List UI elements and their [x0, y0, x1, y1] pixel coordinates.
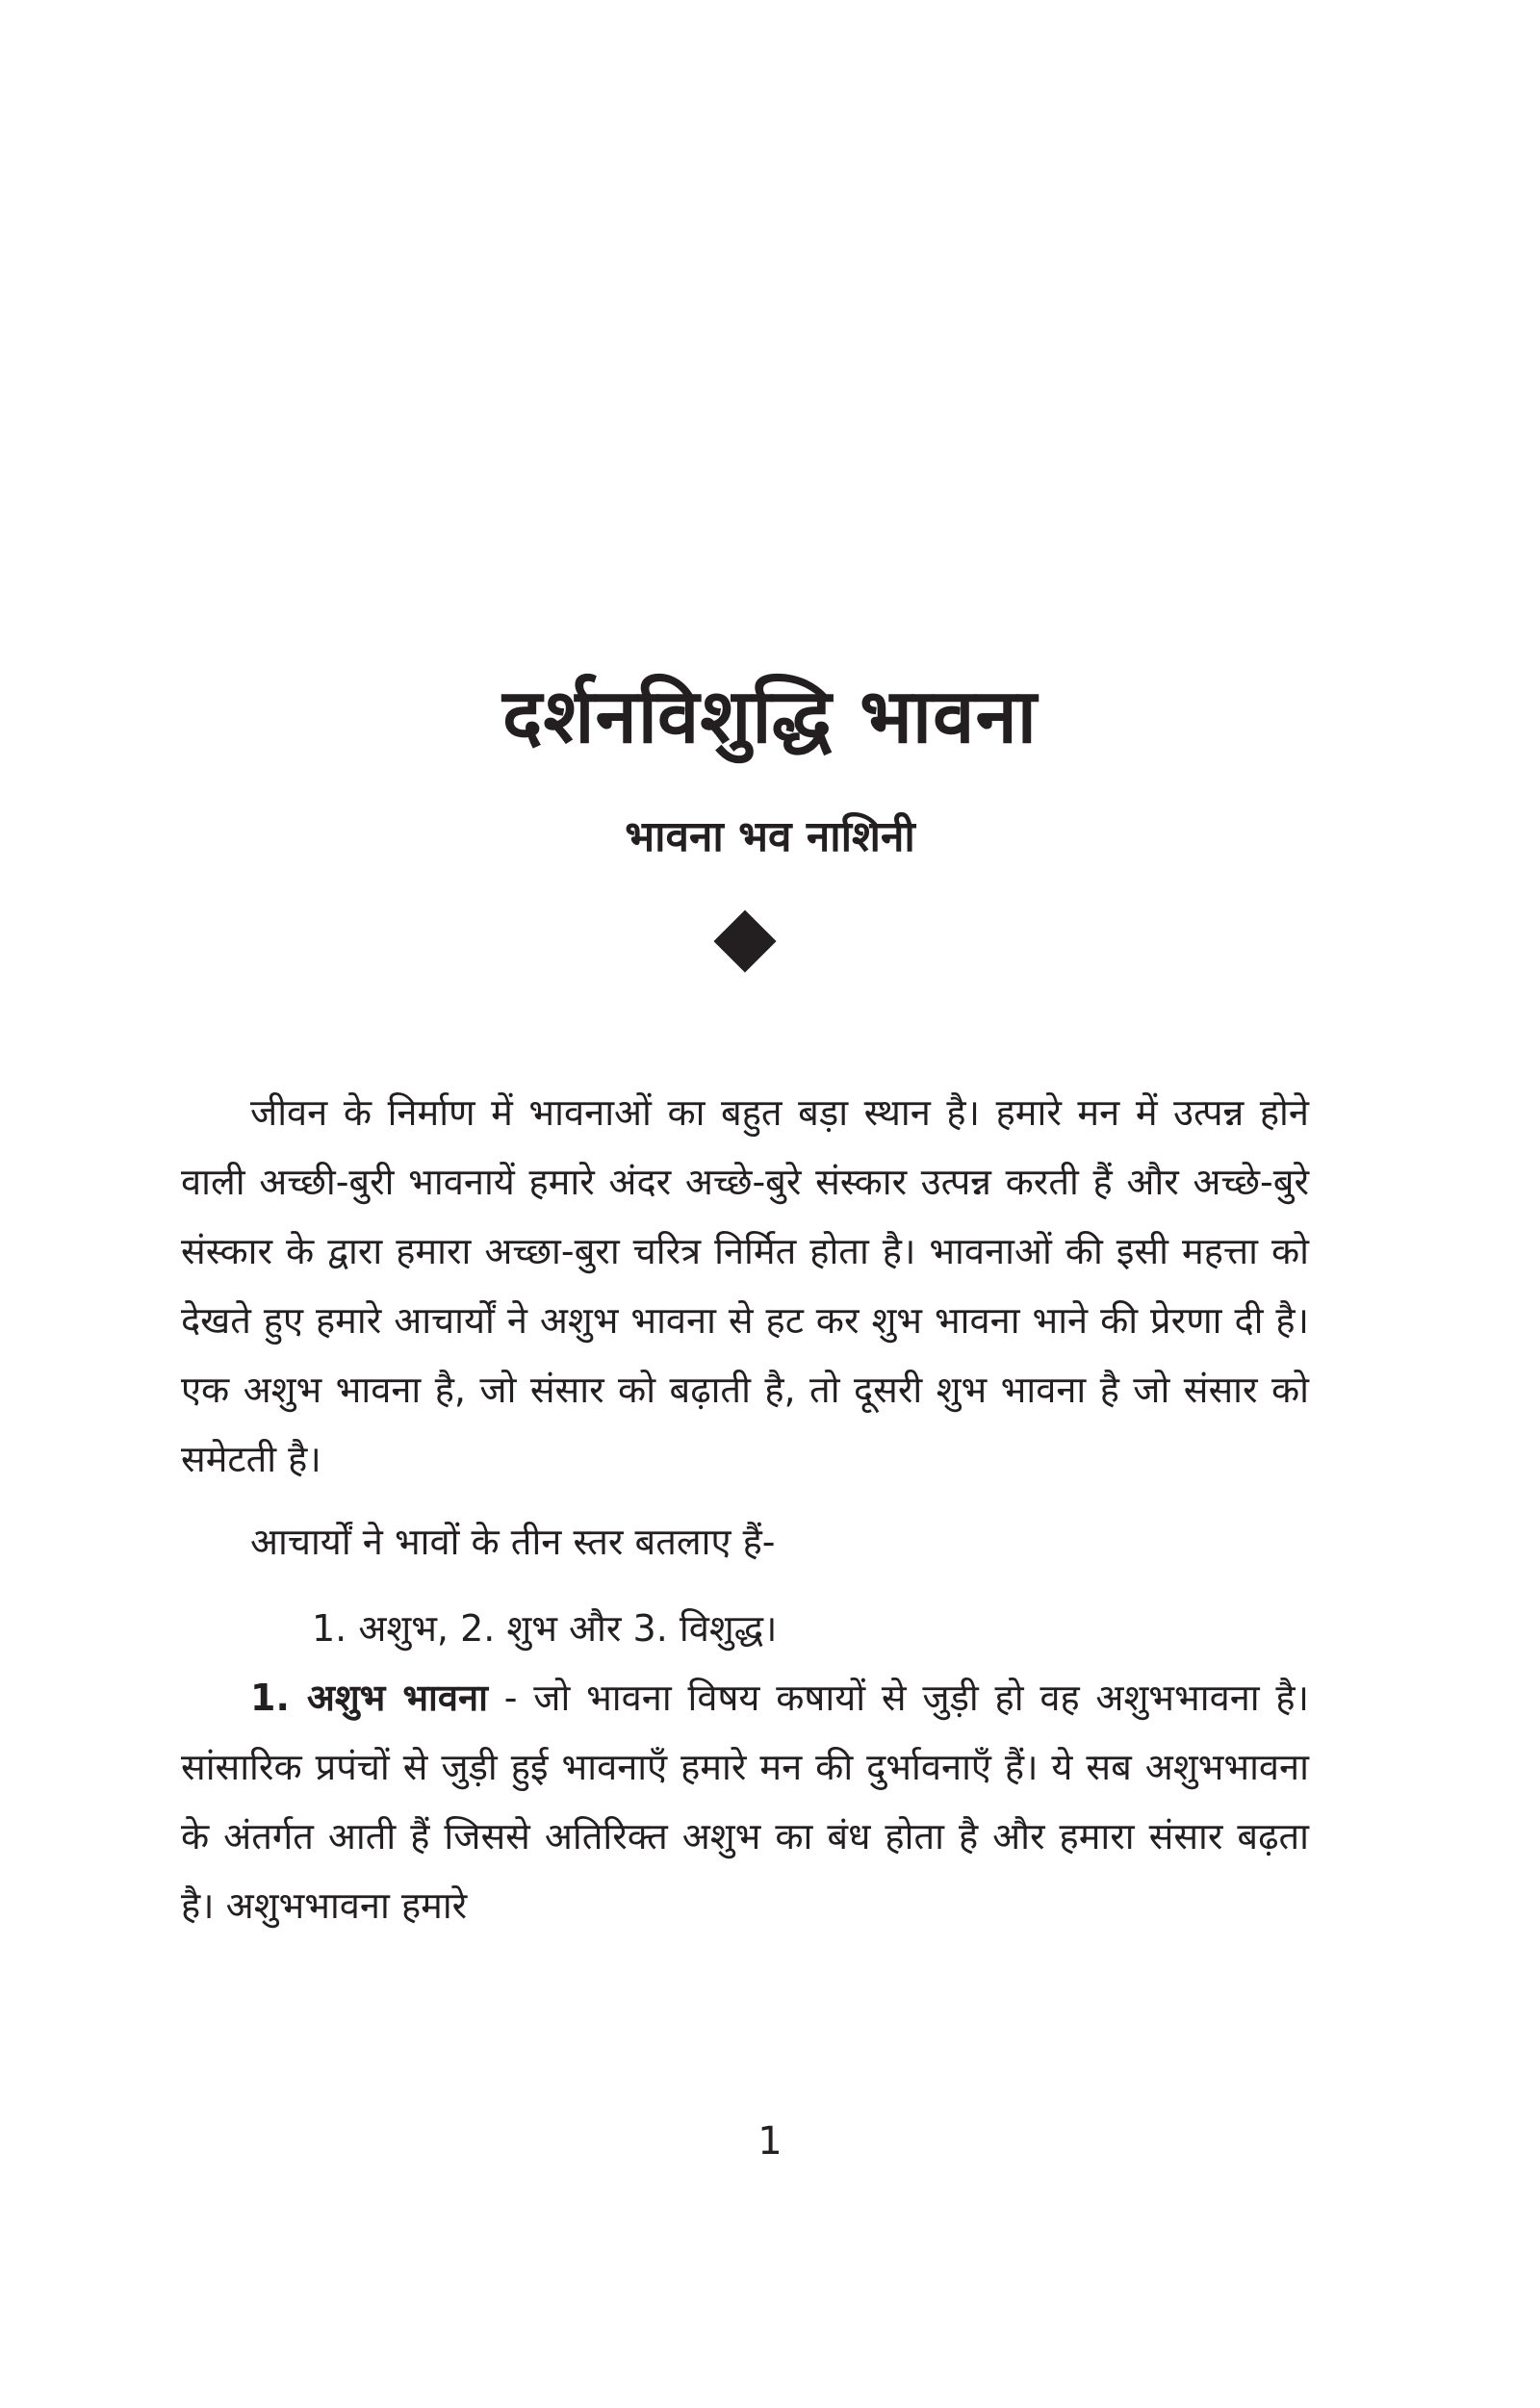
ashubh-heading: 1. अशुभ भावना	[250, 1677, 488, 1719]
ashubh-text: - जो भावना विषय कषायों से जुड़ी हो वह अशुभभावना है। सांसारिक प्रपंचों से जुड़ी हुई भावनाएँ हमारे मन की दुर्भावनाएँ हैं। ये सब अशुभभावना के अंतर्गत आती हैं जिससे अतिरिक्त अशुभ का बंध होता है और हमारा संसार बढ़ता है। अशुभभावना हमारे	[181, 1677, 1310, 1927]
chapter-subtitle: भावना भव नाशिनी	[625, 812, 915, 861]
diamond-ornament-icon	[713, 909, 776, 972]
paragraph-intro: जीवन के निर्माण में भावनाओं का बहुत बड़ा स्थान है। हमारे मन में उत्पन्न होने वाली अच्छी-बुरी भावनायें हमारे अंदर अच्छे-बुरे संस्कार उत्पन्न करती हैं और अच्छे-बुरे संस्कार के द्वारा हमारा अच्छा-बुरा चरित्र निर्मित होता है। भावनाओं की इसी महत्ता को देखते हुए हमारे आचार्यों ने अशुभ भावना से हट कर शुभ भावना भाने की प्रेरणा दी है। एक अशुभ भावना है, जो संसार को बढ़ाती है, तो दूसरी शुभ भावना है जो संसार को समेटती है।	[181, 1091, 1309, 1480]
chapter-title: दर्शनविशुद्धि भावना	[502, 674, 1038, 760]
levels-list: 1. अशुभ, 2. शुभ और 3. विशुद्ध।	[312, 1607, 778, 1650]
paragraph-levels: आचार्यों ने भावों के तीन स्तर बतलाए हैं-	[250, 1521, 776, 1563]
paragraph-ashubh	[181, 1663, 1309, 1940]
page-number: 1	[757, 2119, 783, 2164]
body-text	[181, 1078, 1309, 1940]
